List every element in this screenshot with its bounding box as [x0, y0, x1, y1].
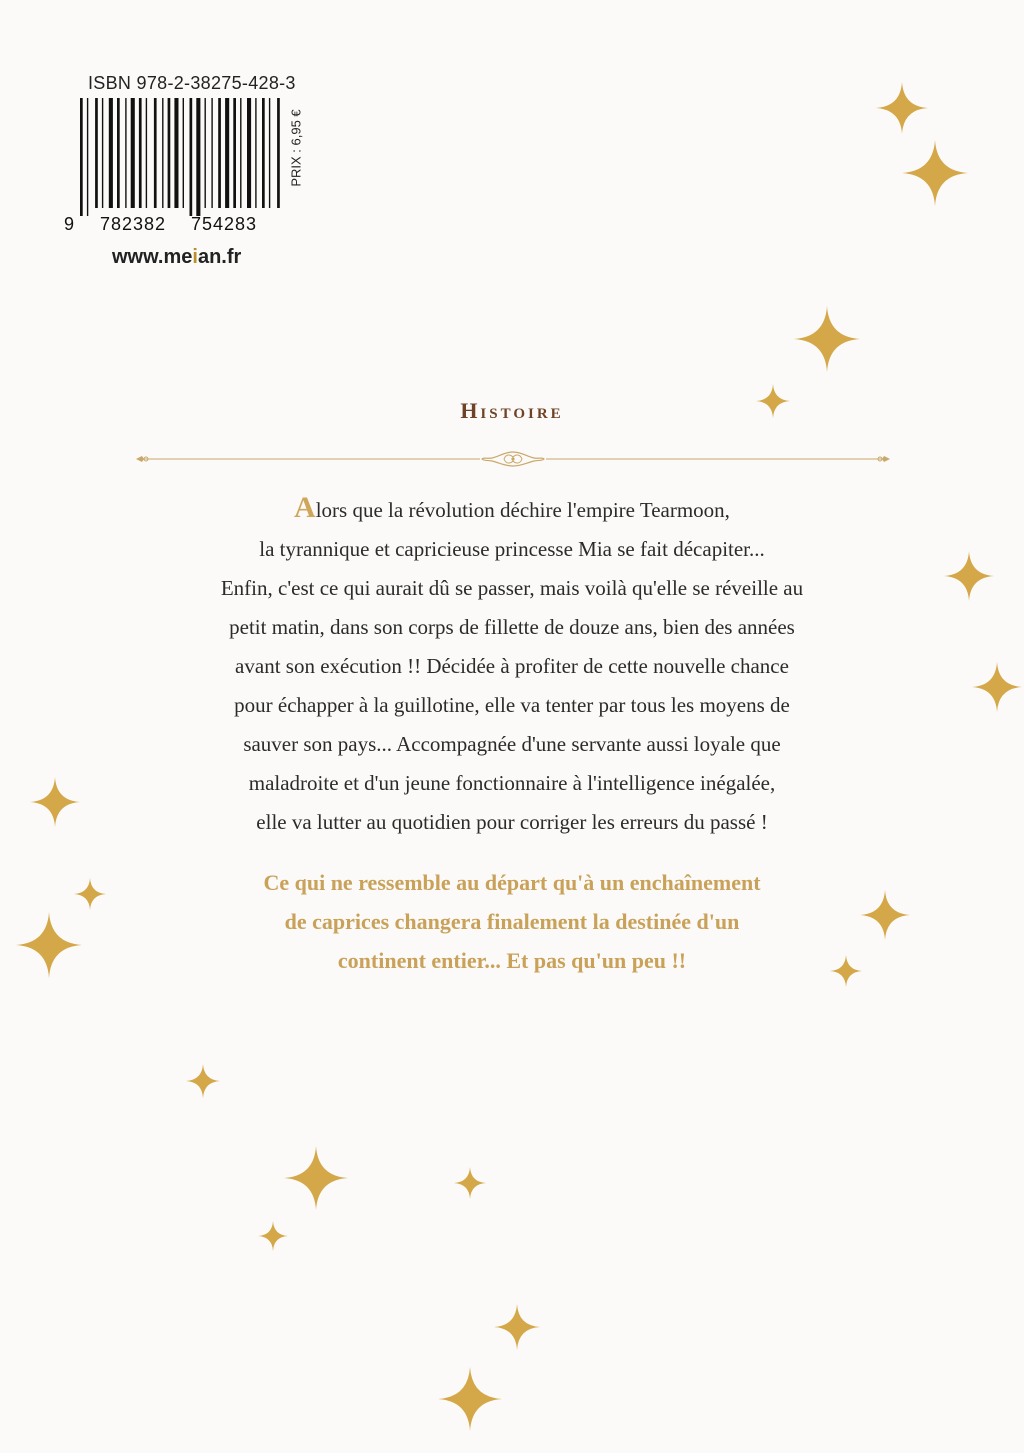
price-text: PRIX : 6,95 €	[288, 109, 304, 187]
barcode-bar	[87, 98, 88, 216]
tagline-line: continent entier... Et pas qu'un peu !!	[337, 948, 687, 973]
barcode-bar	[168, 98, 171, 208]
story-line-1-text: lors que la révolution déchire l'empire Tearmoon,	[315, 498, 730, 522]
barcode-bar	[80, 98, 83, 216]
barcode-bar	[190, 98, 193, 216]
sparkle-icon	[16, 912, 82, 978]
story-line: elle va lutter au quotidien pour corriger les erreurs du passé !	[256, 810, 768, 834]
barcode-bar	[255, 98, 256, 208]
ornamental-divider-icon	[132, 448, 894, 470]
sparkle-icon	[860, 890, 910, 940]
barcode-bar	[247, 98, 251, 208]
barcode-bar	[125, 98, 126, 208]
sparkle-icon	[284, 1144, 348, 1212]
barcode-digit-first: 9	[64, 214, 75, 234]
barcode-bar	[183, 98, 184, 208]
sparkle-icon	[876, 82, 928, 134]
barcode-bar	[269, 98, 270, 208]
barcode-bar	[109, 98, 113, 208]
story-line: la tyrannique et capricieuse princesse Mia se fait décapiter...	[259, 537, 765, 561]
tagline-line: Ce qui ne ressemble au départ qu'à un enchaînement	[263, 870, 761, 895]
barcode-bar	[233, 98, 236, 208]
barcode-bar	[196, 98, 200, 216]
barcode-bar	[277, 98, 280, 208]
barcode-bar	[117, 98, 120, 208]
barcode-bar	[102, 98, 103, 208]
barcode	[62, 98, 284, 236]
barcode-bar	[205, 98, 206, 208]
story-line: sauver son pays... Accompagnée d'une servante aussi loyale que	[243, 732, 781, 756]
drop-cap: A	[294, 491, 316, 524]
sparkle-icon	[972, 662, 1022, 712]
barcode-bar	[174, 98, 178, 208]
story-text	[112, 488, 912, 842]
sparkle-icon	[944, 550, 994, 602]
website-accent-letter: i	[192, 246, 198, 268]
barcode-bar	[139, 98, 142, 208]
barcode-bar	[218, 98, 221, 208]
barcode-bar	[240, 98, 241, 208]
barcode-bar	[95, 98, 98, 208]
tagline	[112, 863, 912, 980]
website-url[interactable]	[112, 246, 241, 269]
barcode-digits-right: 754283	[190, 214, 258, 234]
section-heading: Histoire	[460, 398, 564, 423]
website-part-1: www.me	[112, 246, 193, 268]
sparkle-icon	[438, 1366, 502, 1432]
price-label	[284, 101, 308, 195]
sparkle-icon	[30, 776, 80, 828]
story-line: maladroite et d'un jeune fonctionnaire à l'intelligence inégalée,	[248, 771, 776, 795]
barcode-bars	[80, 98, 280, 216]
story-line: avant son exécution !! Décidée à profiter de cette nouvelle chance	[235, 654, 789, 678]
isbn-label: ISBN 978-2-38275-428-3	[88, 73, 296, 93]
sparkle-icon	[258, 1220, 288, 1252]
barcode-bar	[225, 98, 229, 208]
barcode-bar	[131, 98, 135, 208]
sparkle-icon	[794, 306, 860, 372]
story-line	[112, 488, 912, 530]
story-line: pour échapper à la guillotine, elle va tenter par tous les moyens de	[234, 693, 790, 717]
sparkle-icon	[756, 384, 790, 418]
barcode-bar	[211, 98, 212, 208]
barcode-bar	[262, 98, 265, 208]
barcode-bar	[162, 98, 163, 208]
barcode-digits-left: 782382	[99, 214, 167, 234]
sparkle-icon	[494, 1304, 540, 1350]
sparkle-icon	[830, 954, 862, 988]
sparkle-icon	[454, 1166, 486, 1200]
website-part-2: an.fr	[197, 246, 242, 268]
barcode-bar	[146, 98, 147, 208]
sparkle-icon	[74, 878, 106, 910]
story-line: petit matin, dans son corps de fillette de douze ans, bien des années	[229, 615, 795, 639]
story-line: Enfin, c'est ce qui aurait dû se passer, mais voilà qu'elle se réveille au	[220, 576, 804, 600]
barcode-bar	[154, 98, 157, 208]
tagline-line: de caprices changera finalement la destinée d'un	[284, 909, 740, 934]
sparkle-icon	[900, 140, 970, 206]
sparkle-icon	[186, 1064, 220, 1098]
